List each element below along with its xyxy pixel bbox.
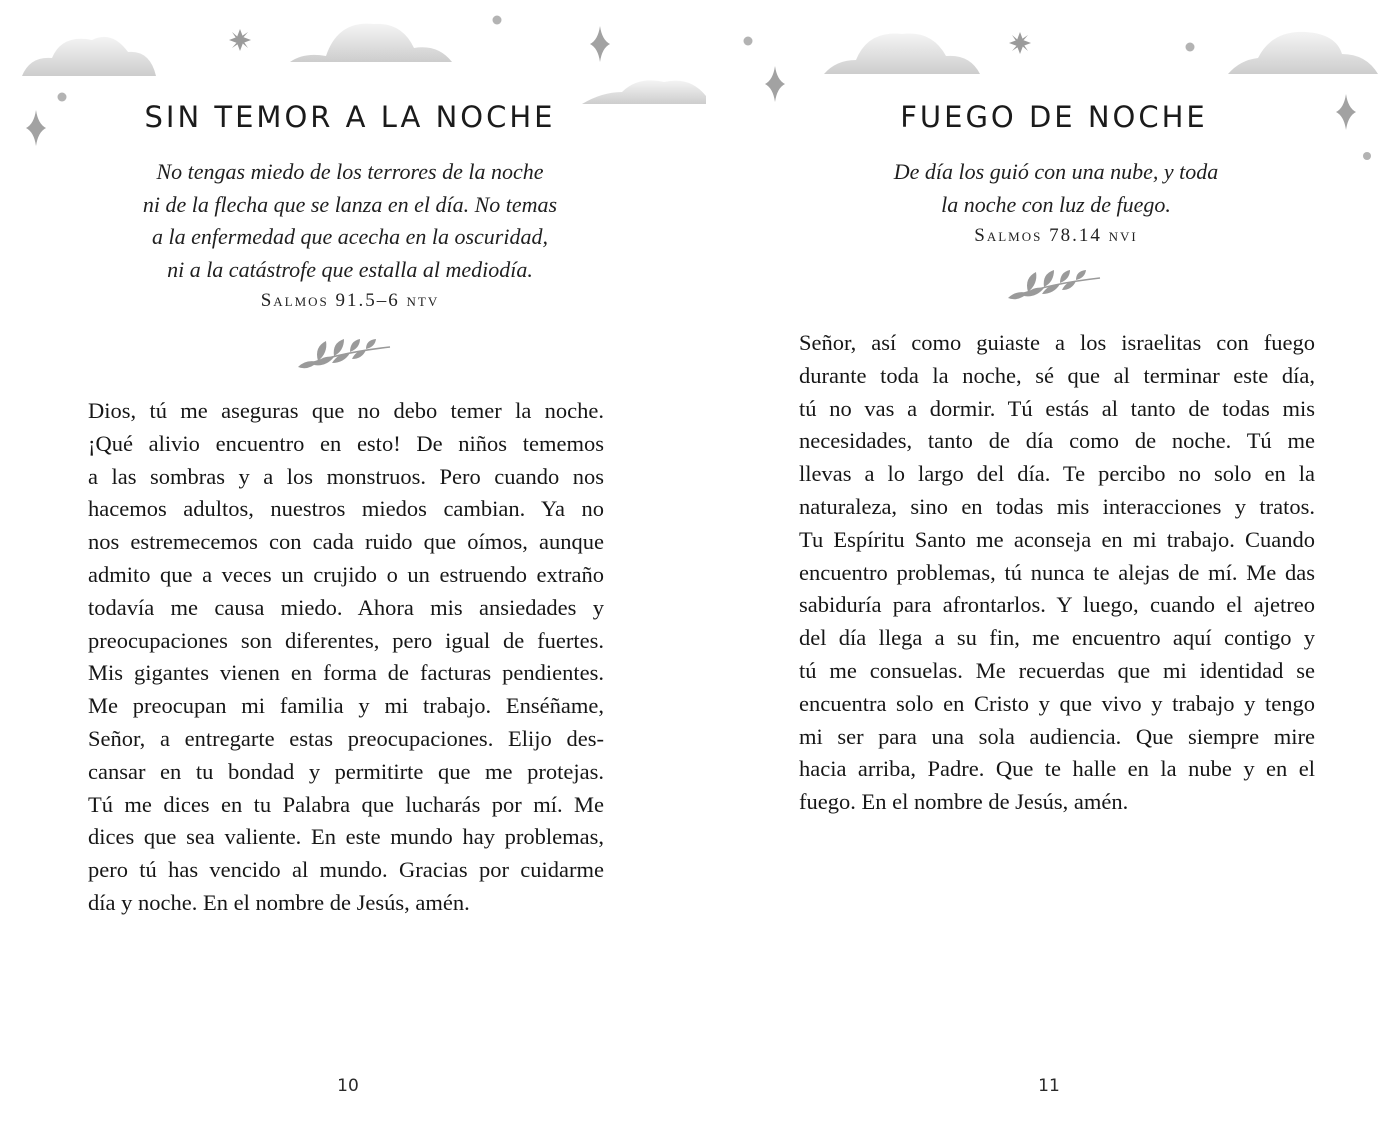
page-number: 10 xyxy=(337,1076,359,1096)
body-line: Dios, tú me aseguras que no debo temer la noche. xyxy=(88,398,604,423)
verse-reference: Salmos 91.5–6 ntv xyxy=(260,290,440,311)
leaf-sprig-icon xyxy=(296,337,392,373)
body-line: a las sombras y a los monstruos. Pero cuando nos xyxy=(88,463,604,489)
body-line: durante toda la noche, sé que al terminar este día, xyxy=(799,362,1315,388)
body-line: Me preocupan mi familia y mi trabajo. Enséñame, xyxy=(88,693,604,719)
body-line: encuentra solo en Cristo y que vivo y trabajo y tengo xyxy=(799,690,1315,716)
body-line: Tú me dices en tu Palabra que lucharás por mí. Me xyxy=(88,791,604,817)
body-line: pero tú has vencido al mundo. Gracias por cuidarme xyxy=(88,857,604,883)
body-line: hacia arriba, Padre. Que te halle en la nube y en el xyxy=(799,756,1315,782)
body-line: encuentro problemas, tú nunca te alejas de mí. Me das xyxy=(799,559,1315,585)
body-line: tú no vas a dormir. Tú estás al tanto de todas mis xyxy=(799,395,1315,421)
body-line: cansar en tu bondad y permitirte que me protejas. xyxy=(88,758,604,784)
body-line: hacemos adultos, nuestros miedos cambian. Ya no xyxy=(88,496,604,522)
page-title: SIN TEMOR A LA NOCHE xyxy=(144,100,556,134)
right-page xyxy=(700,0,1400,1138)
body-line: naturaleza, sino en todas mis interacciones y tratos. xyxy=(799,493,1315,519)
body-line: día y noche. En el nombre de Jesús, amén. xyxy=(88,889,470,915)
body-line: Señor, así como guiaste a los israelitas con fuego xyxy=(799,330,1315,355)
body-line: necesidades, tanto de día como de noche. Tú me xyxy=(799,428,1315,454)
body-line: llevas a lo largo del día. Te percibo no solo en la xyxy=(799,461,1315,487)
body-line: admito que a veces un crujido o un estruendo extraño xyxy=(88,561,604,587)
body-line: preocupaciones son diferentes, pero igual de fuertes. xyxy=(88,627,604,653)
body-line: Señor, a entregarte estas preocupaciones. Elijo des- xyxy=(88,725,604,751)
body-line: todavía me causa miedo. Ahora mis ansiedades y xyxy=(88,594,604,620)
body-line: fuego. En el nombre de Jesús, amén. xyxy=(799,789,1129,815)
scripture-verse xyxy=(706,156,1400,251)
body-line: nos estremecemos con cada ruido que oímos, aunque xyxy=(88,529,604,555)
verse-reference: Salmos 78.14 nvi xyxy=(974,225,1138,246)
scripture-verse xyxy=(0,156,700,316)
page-number: 11 xyxy=(1038,1076,1060,1096)
body-line: mi ser para una sola audiencia. Que siempre mire xyxy=(799,723,1315,749)
body-line: del día llega a su fin, me encuentro aquí contigo y xyxy=(799,625,1315,651)
body-line: Mis gigantes vienen en forma de facturas pendientes. xyxy=(88,660,604,686)
verse-line: ni a la catástrofe que estalla al mediodía. xyxy=(167,256,533,282)
verse-line: a la enfermedad que acecha en la oscuridad, xyxy=(152,224,548,249)
verse-line: No tengas miedo de los terrores de la noche xyxy=(156,159,544,184)
verse-line: la noche con luz de fuego. xyxy=(941,191,1171,217)
page-title: FUEGO DE NOCHE xyxy=(900,100,1208,134)
body-line: ¡Qué alivio encuentro en esto! De niños tememos xyxy=(88,430,604,456)
body-line: Tu Espíritu Santo me aconseja en mi trabajo. Cuando xyxy=(799,526,1315,552)
prayer-body xyxy=(799,327,1315,819)
body-line: dices que sea valiente. En este mundo hay problemas, xyxy=(88,824,604,850)
verse-line: ni de la flecha que se lanza en el día. No temas xyxy=(142,191,558,217)
prayer-body xyxy=(88,395,604,920)
verse-line: De día los guió con una nube, y toda xyxy=(893,159,1219,184)
body-line: sabiduría para afrontarlos. Y luego, cuando el ajetreo xyxy=(799,592,1315,618)
leaf-sprig-icon xyxy=(1006,268,1102,304)
body-line: tú me consuelas. Me recuerdas que mi identidad se xyxy=(799,657,1315,683)
